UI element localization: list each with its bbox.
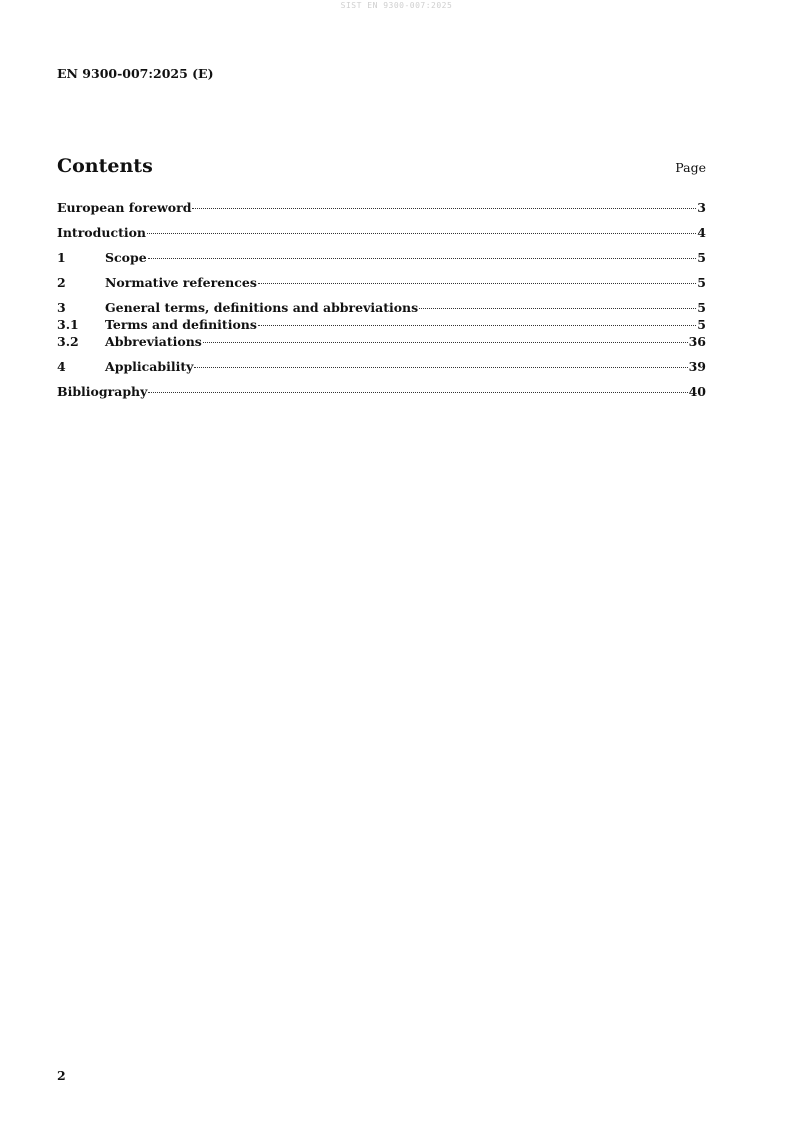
toc-entry-number: 3.1 <box>57 317 79 332</box>
toc-entry-title: Scope <box>105 250 147 265</box>
toc-leader-dots <box>203 342 688 343</box>
table-of-contents <box>57 199 706 400</box>
toc-leader-dots <box>148 258 697 259</box>
toc-leader-dots <box>147 233 696 234</box>
toc-entry-introduction[interactable] <box>57 224 706 241</box>
toc-entry-page: 39 <box>688 359 706 374</box>
toc-entry-bibliography[interactable] <box>57 383 706 400</box>
watermark: SIST EN 9300-007:2025 <box>340 1 453 10</box>
document-id: EN 9300-007:2025 (E) <box>57 66 214 81</box>
toc-entry-abbreviations[interactable] <box>57 333 706 350</box>
page-number: 2 <box>57 1068 66 1083</box>
toc-entry-title: Abbreviations <box>105 334 202 349</box>
toc-entry-title: Terms and definitions <box>105 317 257 332</box>
toc-leader-dots <box>148 392 687 393</box>
toc-entry-page: 5 <box>697 275 706 290</box>
contents-title: Contents <box>57 155 153 177</box>
page-column-label: Page <box>675 160 706 175</box>
toc-entry-title: Applicability <box>105 359 194 374</box>
toc-entry-title: Normative references <box>105 275 257 290</box>
contents-heading <box>57 155 706 177</box>
toc-leader-dots <box>419 308 696 309</box>
toc-entry-page: 5 <box>697 317 706 332</box>
toc-entry-european-foreword[interactable] <box>57 199 706 216</box>
toc-entry-title: European foreword <box>57 200 192 215</box>
toc-entry-page: 40 <box>688 384 706 399</box>
toc-entry-number: 3.2 <box>57 334 79 349</box>
toc-entry-title: Bibliography <box>57 384 148 399</box>
toc-leader-dots <box>192 208 696 209</box>
toc-entry-page: 5 <box>697 250 706 265</box>
toc-leader-dots <box>258 325 696 326</box>
toc-entry-number: 4 <box>57 359 66 374</box>
toc-entry-general-terms[interactable] <box>57 299 706 316</box>
toc-leader-dots <box>258 283 696 284</box>
toc-entry-number: 1 <box>57 250 66 265</box>
toc-entry-page: 5 <box>697 300 706 315</box>
toc-leader-dots <box>194 367 687 368</box>
toc-entry-number: 2 <box>57 275 66 290</box>
toc-entry-title: General terms, definitions and abbreviations <box>105 300 419 315</box>
toc-entry-page: 3 <box>697 200 706 215</box>
toc-entry-applicability[interactable] <box>57 358 706 375</box>
toc-entry-title: Introduction <box>57 225 147 240</box>
toc-entry-number: 3 <box>57 300 66 315</box>
toc-entry-normative-references[interactable] <box>57 274 706 291</box>
toc-entry-page: 4 <box>697 225 706 240</box>
toc-entry-page: 36 <box>688 334 706 349</box>
toc-entry-terms-and-definitions[interactable] <box>57 316 706 333</box>
toc-entry-scope[interactable] <box>57 249 706 266</box>
